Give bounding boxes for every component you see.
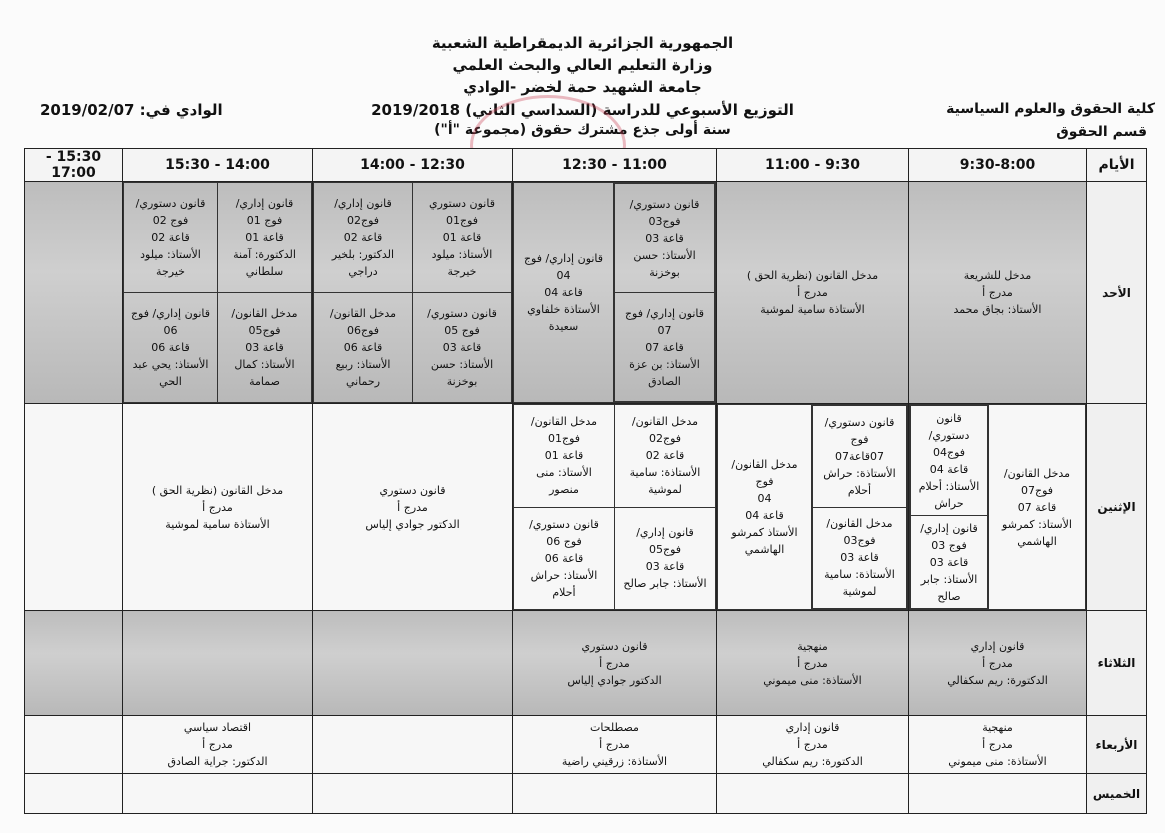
faculty-name: كلية الحقوق والعلوم السياسية xyxy=(946,101,1155,117)
session-cell: قانون إداري/ فوج 07 قاعة 07 الأستاذ: بن عزة الصادق xyxy=(615,293,715,402)
schedule-subtitle: سنة أولى جذع مشترك حقوق (مجموعة "أ") xyxy=(434,122,731,138)
session-group xyxy=(909,404,1087,611)
session-cell: قانون دستوري فوج01 قاعة 01 الأستاذ: ميلود خيرجة xyxy=(413,183,512,293)
empty-cell xyxy=(717,774,909,814)
slot-header: 14:00 - 15:30 xyxy=(123,149,313,182)
session-cell: مصطلحات مدرج أ الأستاذة: زرقيني راضية xyxy=(513,716,717,774)
session-group xyxy=(513,182,717,404)
session-group xyxy=(313,182,513,404)
session-cell: مدخل القانون/ فوج05 قاعة 03 الأستاذ: كمال صمامة xyxy=(218,293,312,403)
day-thursday: الخميس xyxy=(1087,774,1147,814)
session-cell: مدخل القانون/ فوج03 قاعة 03 الأستاذة: سامية لموشية xyxy=(813,507,907,609)
session-cell: منهجية مدرج أ الأستاذة: منى ميموني xyxy=(717,611,909,716)
slot-header: 9:30 - 11:00 xyxy=(717,149,909,182)
session-cell: قانون إداري/ فوج05 قاعة 03 الأستاذ: جابر صالح xyxy=(615,507,716,610)
session-cell: مدخل القانون/ فوج02 قاعة 02 الأستاذة: سامية لموشية xyxy=(615,405,716,508)
empty-cell xyxy=(25,404,123,611)
empty-cell xyxy=(313,611,513,716)
empty-cell xyxy=(25,716,123,774)
session-cell: قانون إداري مدرج أ الدكتورة: ريم سكفالي xyxy=(909,611,1087,716)
empty-cell xyxy=(123,774,313,814)
session-cell: مدخل القانون (نظرية الحق ) مدرج أ الأستاذة سامية لموشية xyxy=(717,182,909,404)
empty-cell xyxy=(313,774,513,814)
session-cell: مدخل للشريعة مدرج أ الأستاذ: بجاق محمد xyxy=(909,182,1087,404)
session-cell: قانون دستوري/ فوج 06 قاعة 06 الأستاذ: حراش أحلام xyxy=(514,507,615,610)
session-cell: قانون إداري/ فوج 01 قاعة 01 الدكتورة: آمنة سلطاني xyxy=(218,183,312,293)
empty-cell xyxy=(123,611,313,716)
session-cell: مدخل القانون/ فوج07 قاعة 07 الأستاذ: كمرشو الهاشمي xyxy=(989,405,1086,610)
date-label: الوادي في: 2019/02/07 xyxy=(40,101,223,119)
session-cell: مدخل القانون/ فوج01 قاعة 01 الأستاذ: منى منصور xyxy=(514,405,615,508)
session-cell: قانون دستوري/ فوج 05 قاعة 03 الأستاذ: حسن بوخزنة xyxy=(413,293,512,403)
session-cell: قانون دستوري/ فوج 07قاعة07 الأستاذة: حراش أحلام xyxy=(813,406,907,508)
schedule-table xyxy=(24,148,1147,814)
days-header: الأيام xyxy=(1087,149,1147,182)
session-cell: قانون إداري/ فوج 03 قاعة 03 الأستاذ: جابر صالح xyxy=(911,516,988,609)
slot-header: 9:30-8:00 xyxy=(909,149,1087,182)
session-cell: قانون دستوري مدرج أ الدكتور جوادي إلياس xyxy=(313,404,513,611)
session-cell: قانون دستوري/ فوج04 قاعة 04 الأستاذ: أحلام حراش xyxy=(911,406,988,516)
day-sunday: الأحد xyxy=(1087,182,1147,404)
session-cell: اقتصاد سياسي مدرج أ الدكتور: جراية الصادق xyxy=(123,716,313,774)
empty-cell xyxy=(25,774,123,814)
slot-header: 15:30 - 17:00 xyxy=(25,149,123,182)
session-cell: منهجية مدرج أ الأستاذة: منى ميموني xyxy=(909,716,1087,774)
session-cell: قانون إداري/ فوج02 قاعة 02 الدكتور: بلخير دراجي xyxy=(314,183,413,293)
schedule-title: التوزيع الأسبوعي للدراسة (السداسي الثاني) 2019/2018 xyxy=(371,101,794,119)
session-cell: مدخل القانون/ فوج 04 قاعة 04 الأستاذ كمرشو الهاشمي xyxy=(718,405,812,610)
session-cell: قانون دستوري/ فوج 02 قاعة 02 الأستاذ: ميلود خيرجة xyxy=(124,183,218,293)
session-group xyxy=(717,404,909,611)
department-name: قسم الحقوق xyxy=(1056,124,1147,140)
session-cell: مدخل القانون (نظرية الحق ) مدرج أ الأستاذة سامية لموشية xyxy=(123,404,313,611)
session-cell: قانون إداري/ فوج 04 قاعة 04 الأستاذة خلفاوي سعيدة xyxy=(514,183,614,403)
day-monday: الإثنين xyxy=(1087,404,1147,611)
empty-cell xyxy=(25,182,123,404)
slot-header: 11:00 - 12:30 xyxy=(513,149,717,182)
empty-cell xyxy=(513,774,717,814)
session-cell: مدخل القانون/ فوج06 قاعة 06 الأستاذ: ربيع رحماني xyxy=(314,293,413,403)
header-line2: وزارة التعليم العالي والبحث العلمي xyxy=(452,56,713,74)
header-line1: الجمهورية الجزائرية الديمقراطية الشعبية xyxy=(431,34,734,52)
empty-cell xyxy=(313,716,513,774)
session-group xyxy=(123,182,313,404)
session-cell: قانون دستوري مدرج أ الدكتور جوادي إلياس xyxy=(513,611,717,716)
empty-cell xyxy=(909,774,1087,814)
session-cell: قانون دستوري/ فوج03 قاعة 03 الأستاذ: حسن بوخزنة xyxy=(615,184,715,293)
empty-cell xyxy=(25,611,123,716)
session-group xyxy=(513,404,717,611)
day-wednesday: الأربعاء xyxy=(1087,716,1147,774)
day-tuesday: الثلاثاء xyxy=(1087,611,1147,716)
slot-header: 12:30 - 14:00 xyxy=(313,149,513,182)
header-line3: جامعة الشهيد حمة لخضر -الوادي xyxy=(463,78,702,96)
session-cell: قانون إداري مدرج أ الدكتورة: ريم سكفالي xyxy=(717,716,909,774)
session-cell: قانون إداري/ فوج 06 قاعة 06 الأستاذ: يحي عبد الحي xyxy=(124,293,218,403)
